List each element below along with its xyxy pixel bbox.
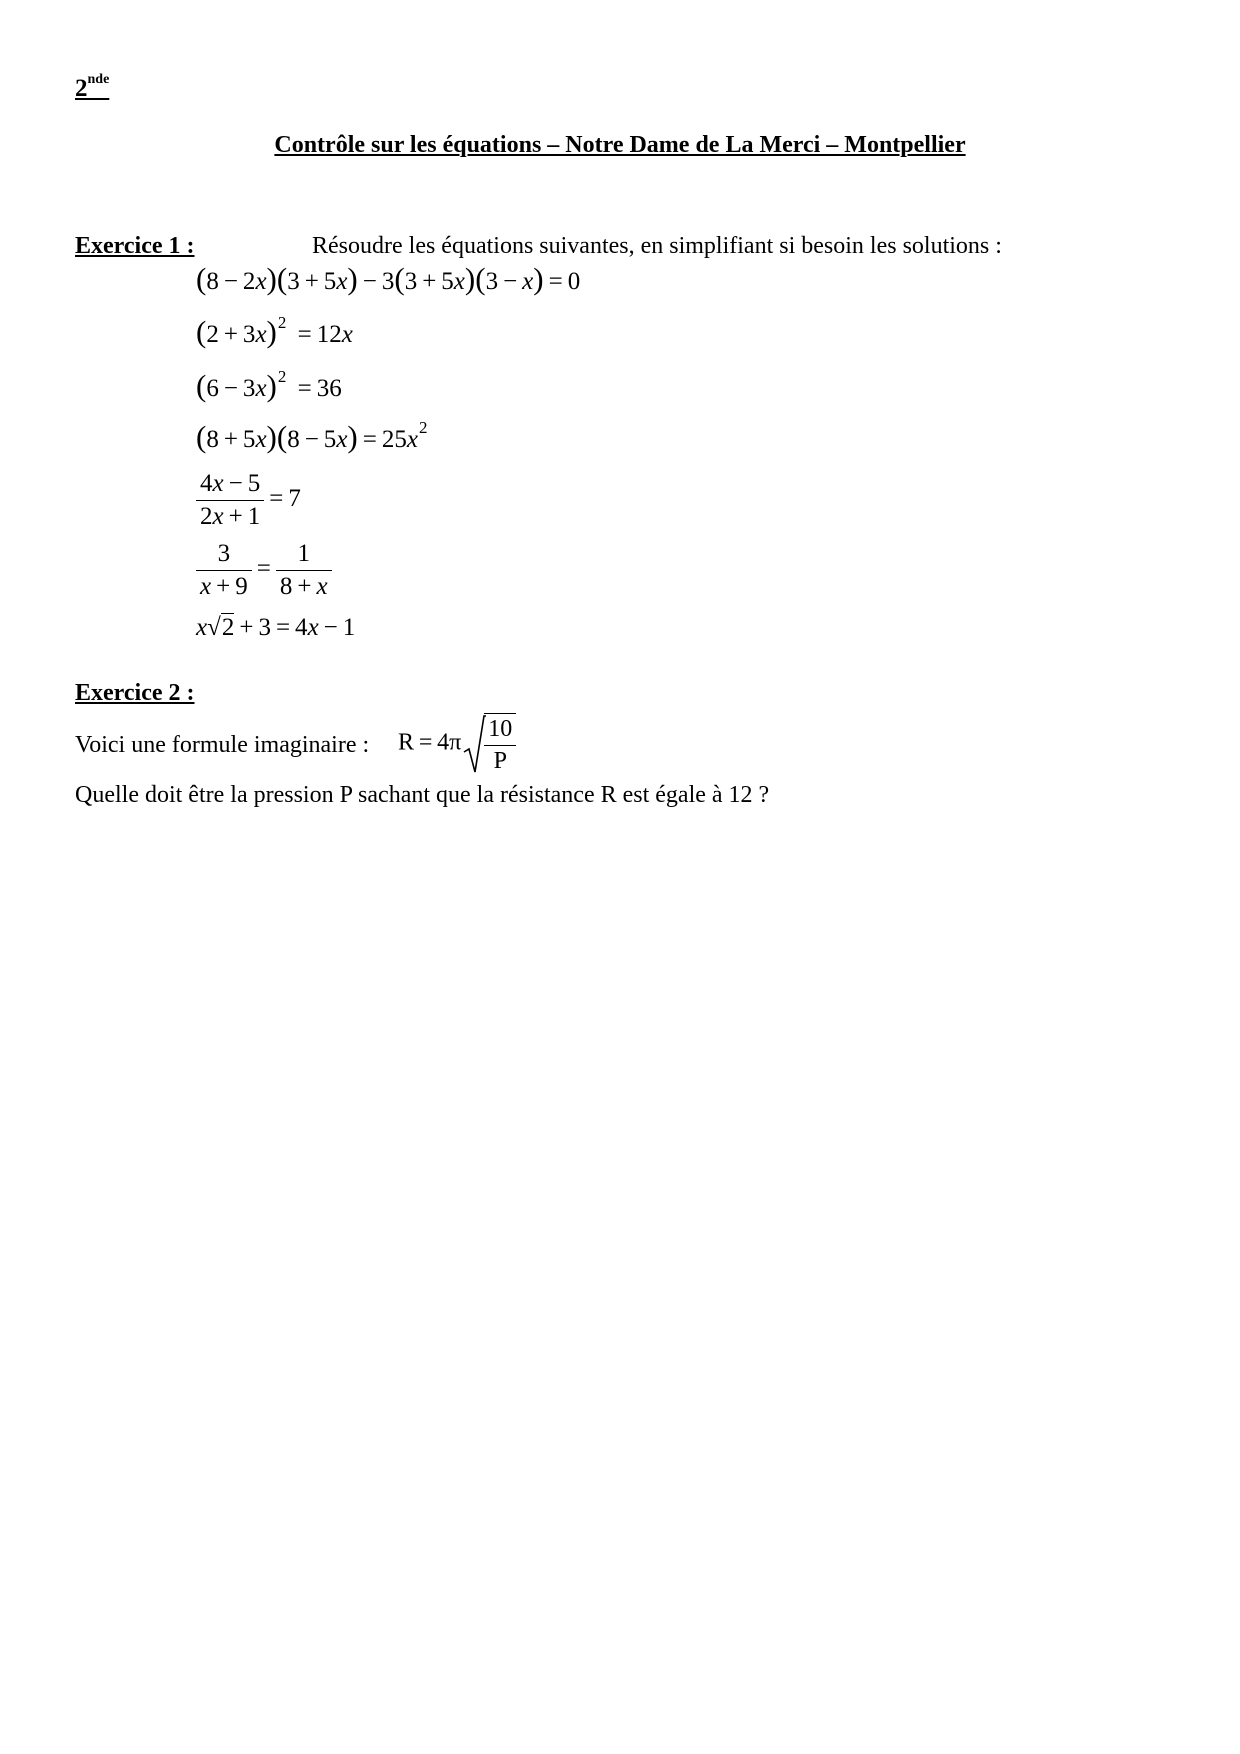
equation-2: $(2 + 3x)^2 = 12x$ bbox=[196, 313, 353, 349]
exercise-1-heading: Exercice 1 : bbox=[75, 233, 195, 259]
page-title: Contrôle sur les équations – Notre Dame de La Merci – Montpellier bbox=[274, 132, 966, 158]
equation-4: $(8 + 5x)(8 - 5x) = 25x^2$ bbox=[196, 418, 428, 454]
formula-intro-text: Voici une formule imaginaire : bbox=[75, 732, 370, 758]
square-root-icon bbox=[462, 714, 486, 774]
exercise-1-instruction: Résoudre les équations suivantes, en simplifiant si besoin les solutions : bbox=[312, 233, 1002, 259]
equation-5: $\frac{4x - 5}{2x + 1}$ = 7 bbox=[196, 470, 301, 531]
exercise-2-heading: Exercice 2 : bbox=[75, 680, 195, 706]
equation-7: x√2 + 3 = 4x − 1 bbox=[196, 614, 356, 641]
equation-3: $(6 - 3x)^2 = 36$ bbox=[196, 367, 342, 403]
equation-1: (8 − 2x)(3 + 5x) − 3(3 + 5x)(3 − x) = 0 bbox=[196, 261, 581, 296]
grade-level bbox=[75, 72, 109, 103]
exercise-2-question: Quelle doit être la pression P sachant que la résistance R est égale à 12 ? bbox=[75, 782, 770, 808]
resistance-formula: R = 4π $\frac{10}{P}$ bbox=[398, 713, 516, 775]
equation-6: $\frac{3}{x + 9}$ = $\frac{1}{8 + x}$ bbox=[196, 540, 332, 601]
grade-suffix: nde bbox=[87, 72, 110, 87]
grade-number: 2 bbox=[75, 75, 88, 102]
